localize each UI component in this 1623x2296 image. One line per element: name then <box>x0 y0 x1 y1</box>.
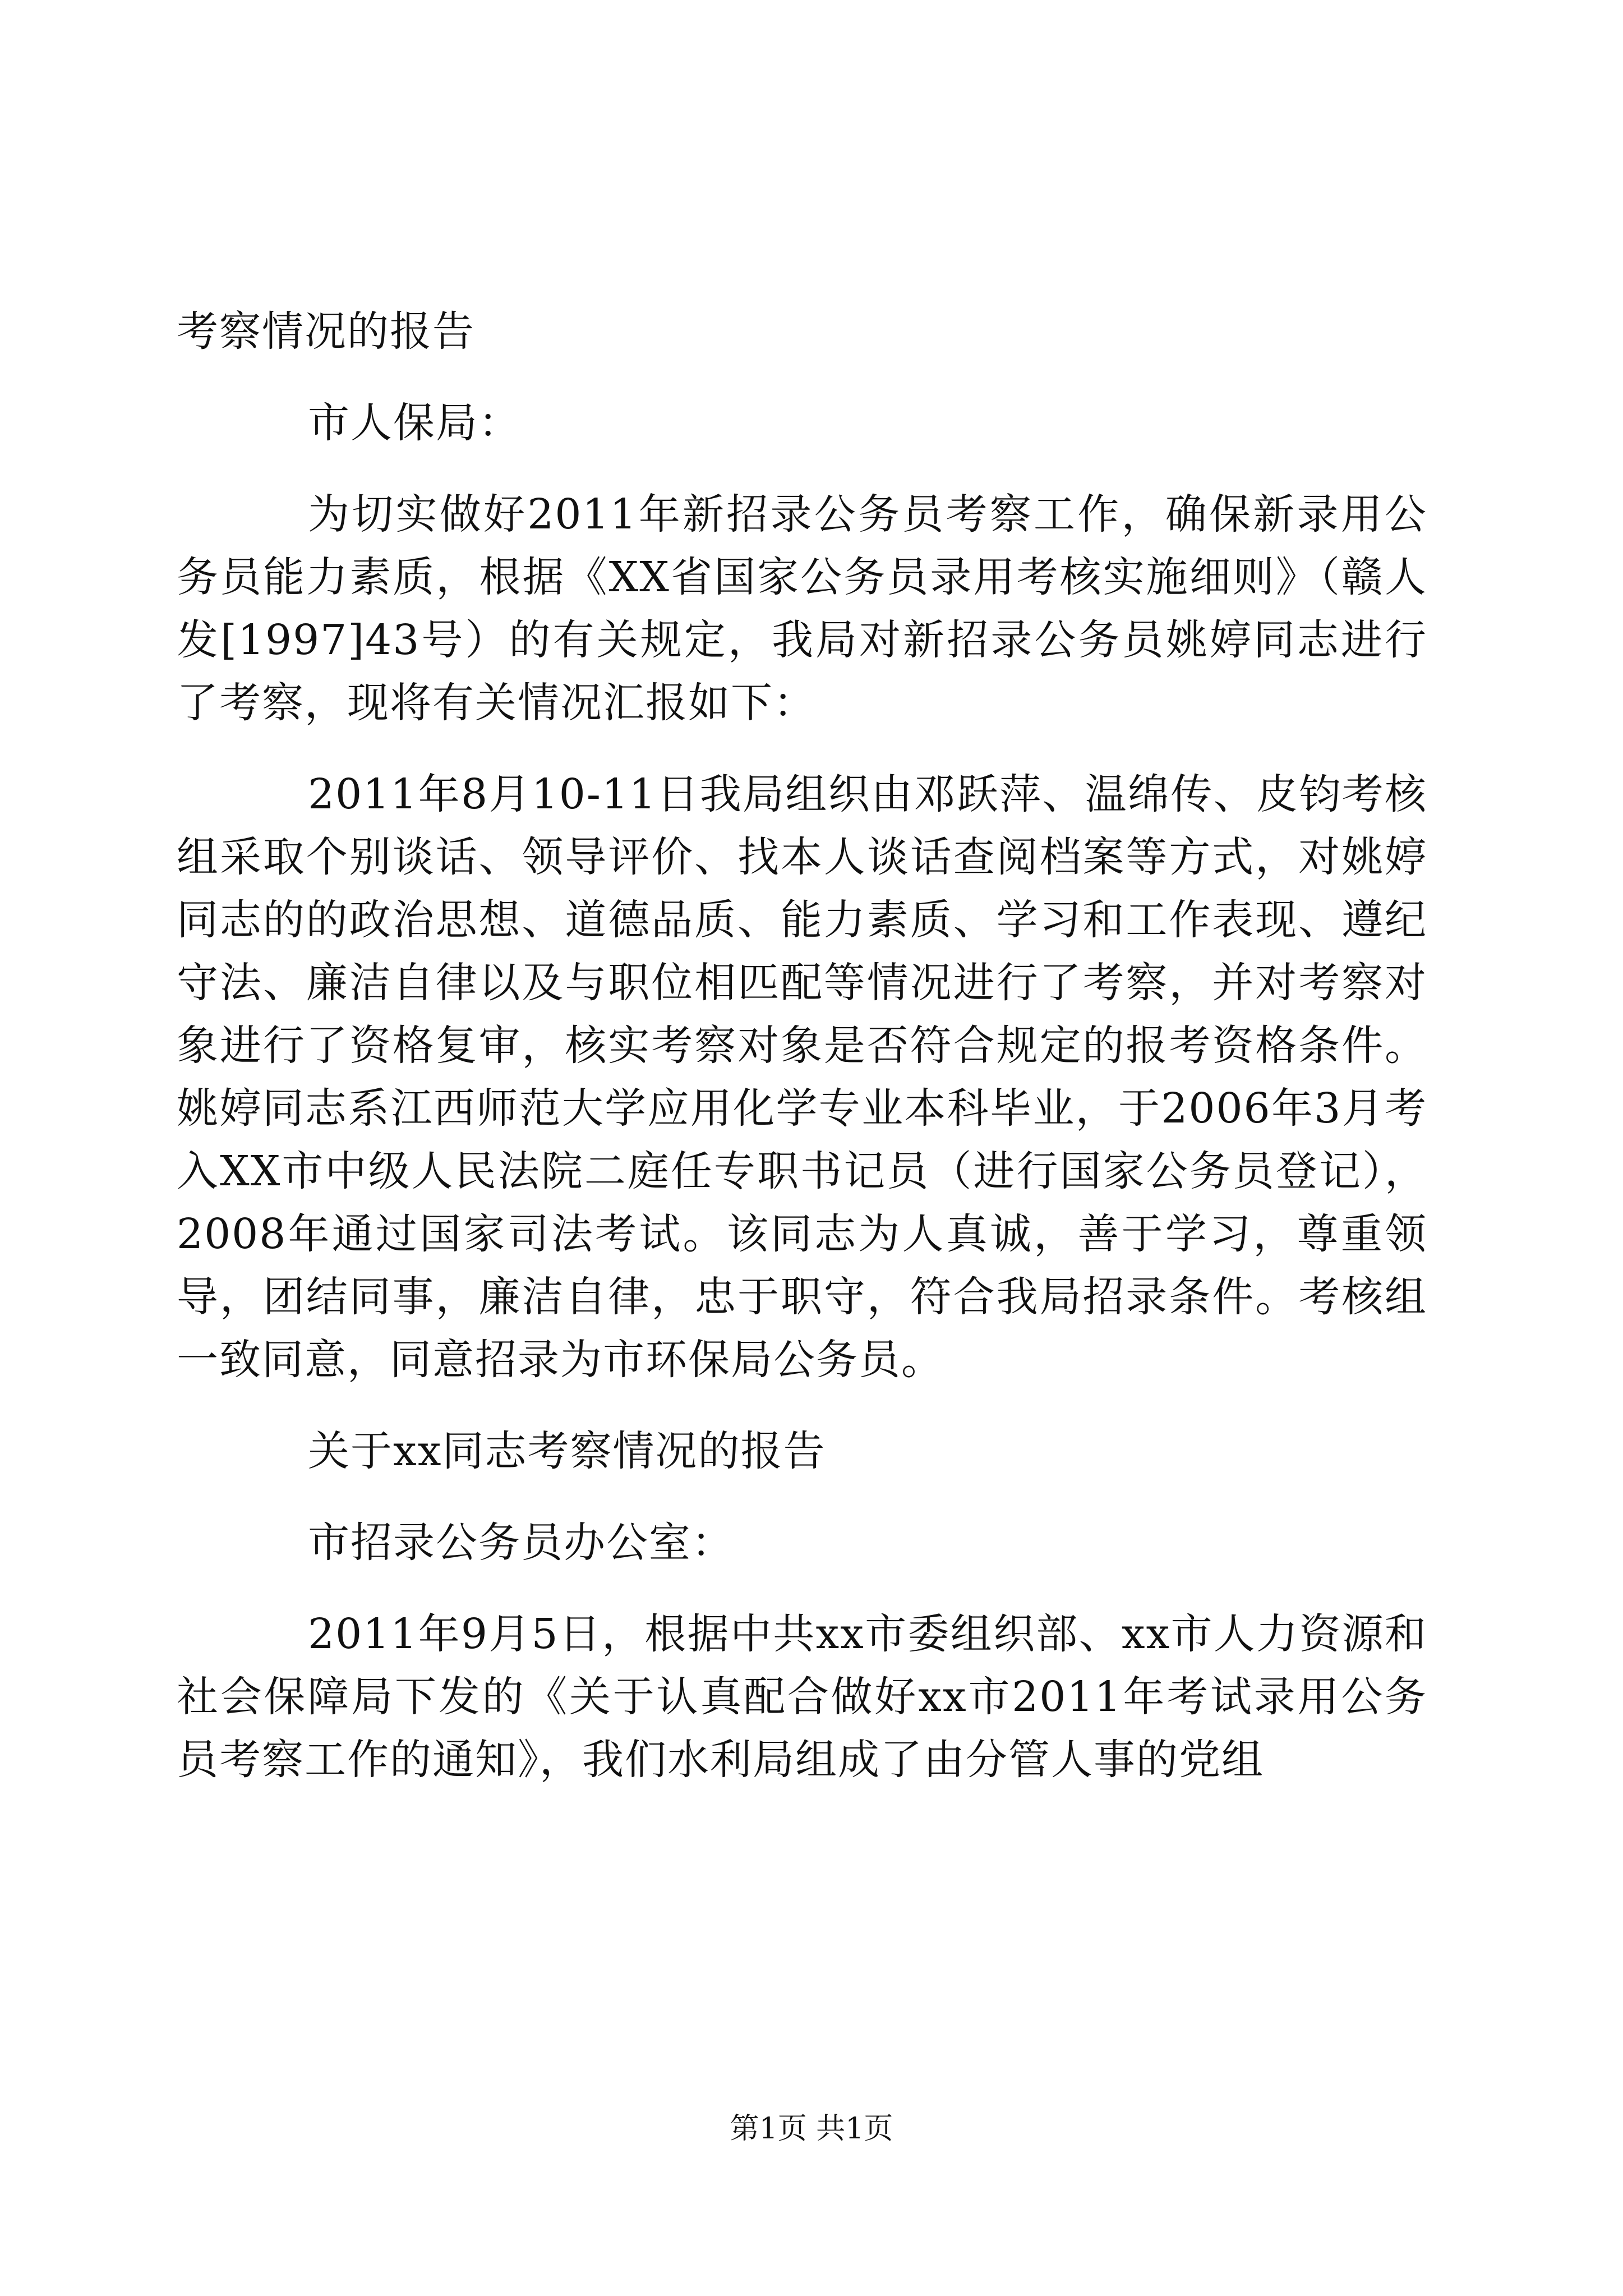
page-number-label: 第1页 共1页 <box>730 2112 893 2146</box>
body-paragraph: 2011年9月5日，根据中共xx市委组织部、xx市人力资源和社会保障局下发的《关于认真配合做好xx市2011年考试录用公务员考察工作的通知》，我们水利局组成了由分管人事的党组 <box>177 1610 1427 1784</box>
document-heading: 考察情况的报告 <box>177 307 475 356</box>
body-paragraph: 为切实做好2011年新招录公务员考察工作，确保新录用公务员能力素质，根据《XX省国家公务员录用考核实施细则》（赣人发[1997]43号）的有关规定，我局对新招录公务员姚婷同志进行了考察，现将有关情况汇报如下： <box>177 490 1427 727</box>
page-footer <box>0 2112 1623 2146</box>
body-paragraph: 2011年8月10-11日我局组织由邓跃萍、温绵传、皮钧考核组采取个别谈话、领导评价、找本人谈话查阅档案等方式，对姚婷同志的的政治思想、道德品质、能力素质、学习和工作表现、遵纪守法、廉洁自律以及与职位相匹配等情况进行了考察，并对考察对象进行了资格复审，核实考察对象是否符合规定的报考资格条件。姚婷同志系江西师范大学应用化学专业本科毕业，于2006年3月考入XX市中级人民法院二庭任专职书记员（进行国家公务员登记），2008年通过国家司法考试。该同志为人真诚，善于学习，尊重领导，团结同事，廉洁自律，忠于职守，符合我局招录条件。考核组一致同意，同意招录为市环保局公务员。 <box>177 770 1427 1384</box>
second-report-title: 关于xx同志考察情况的报告 <box>308 1427 826 1475</box>
document-body <box>177 300 1427 1820</box>
addressee-line: 市招录公务员办公室： <box>308 1519 734 1567</box>
addressee-line: 市人保局： <box>308 399 521 447</box>
